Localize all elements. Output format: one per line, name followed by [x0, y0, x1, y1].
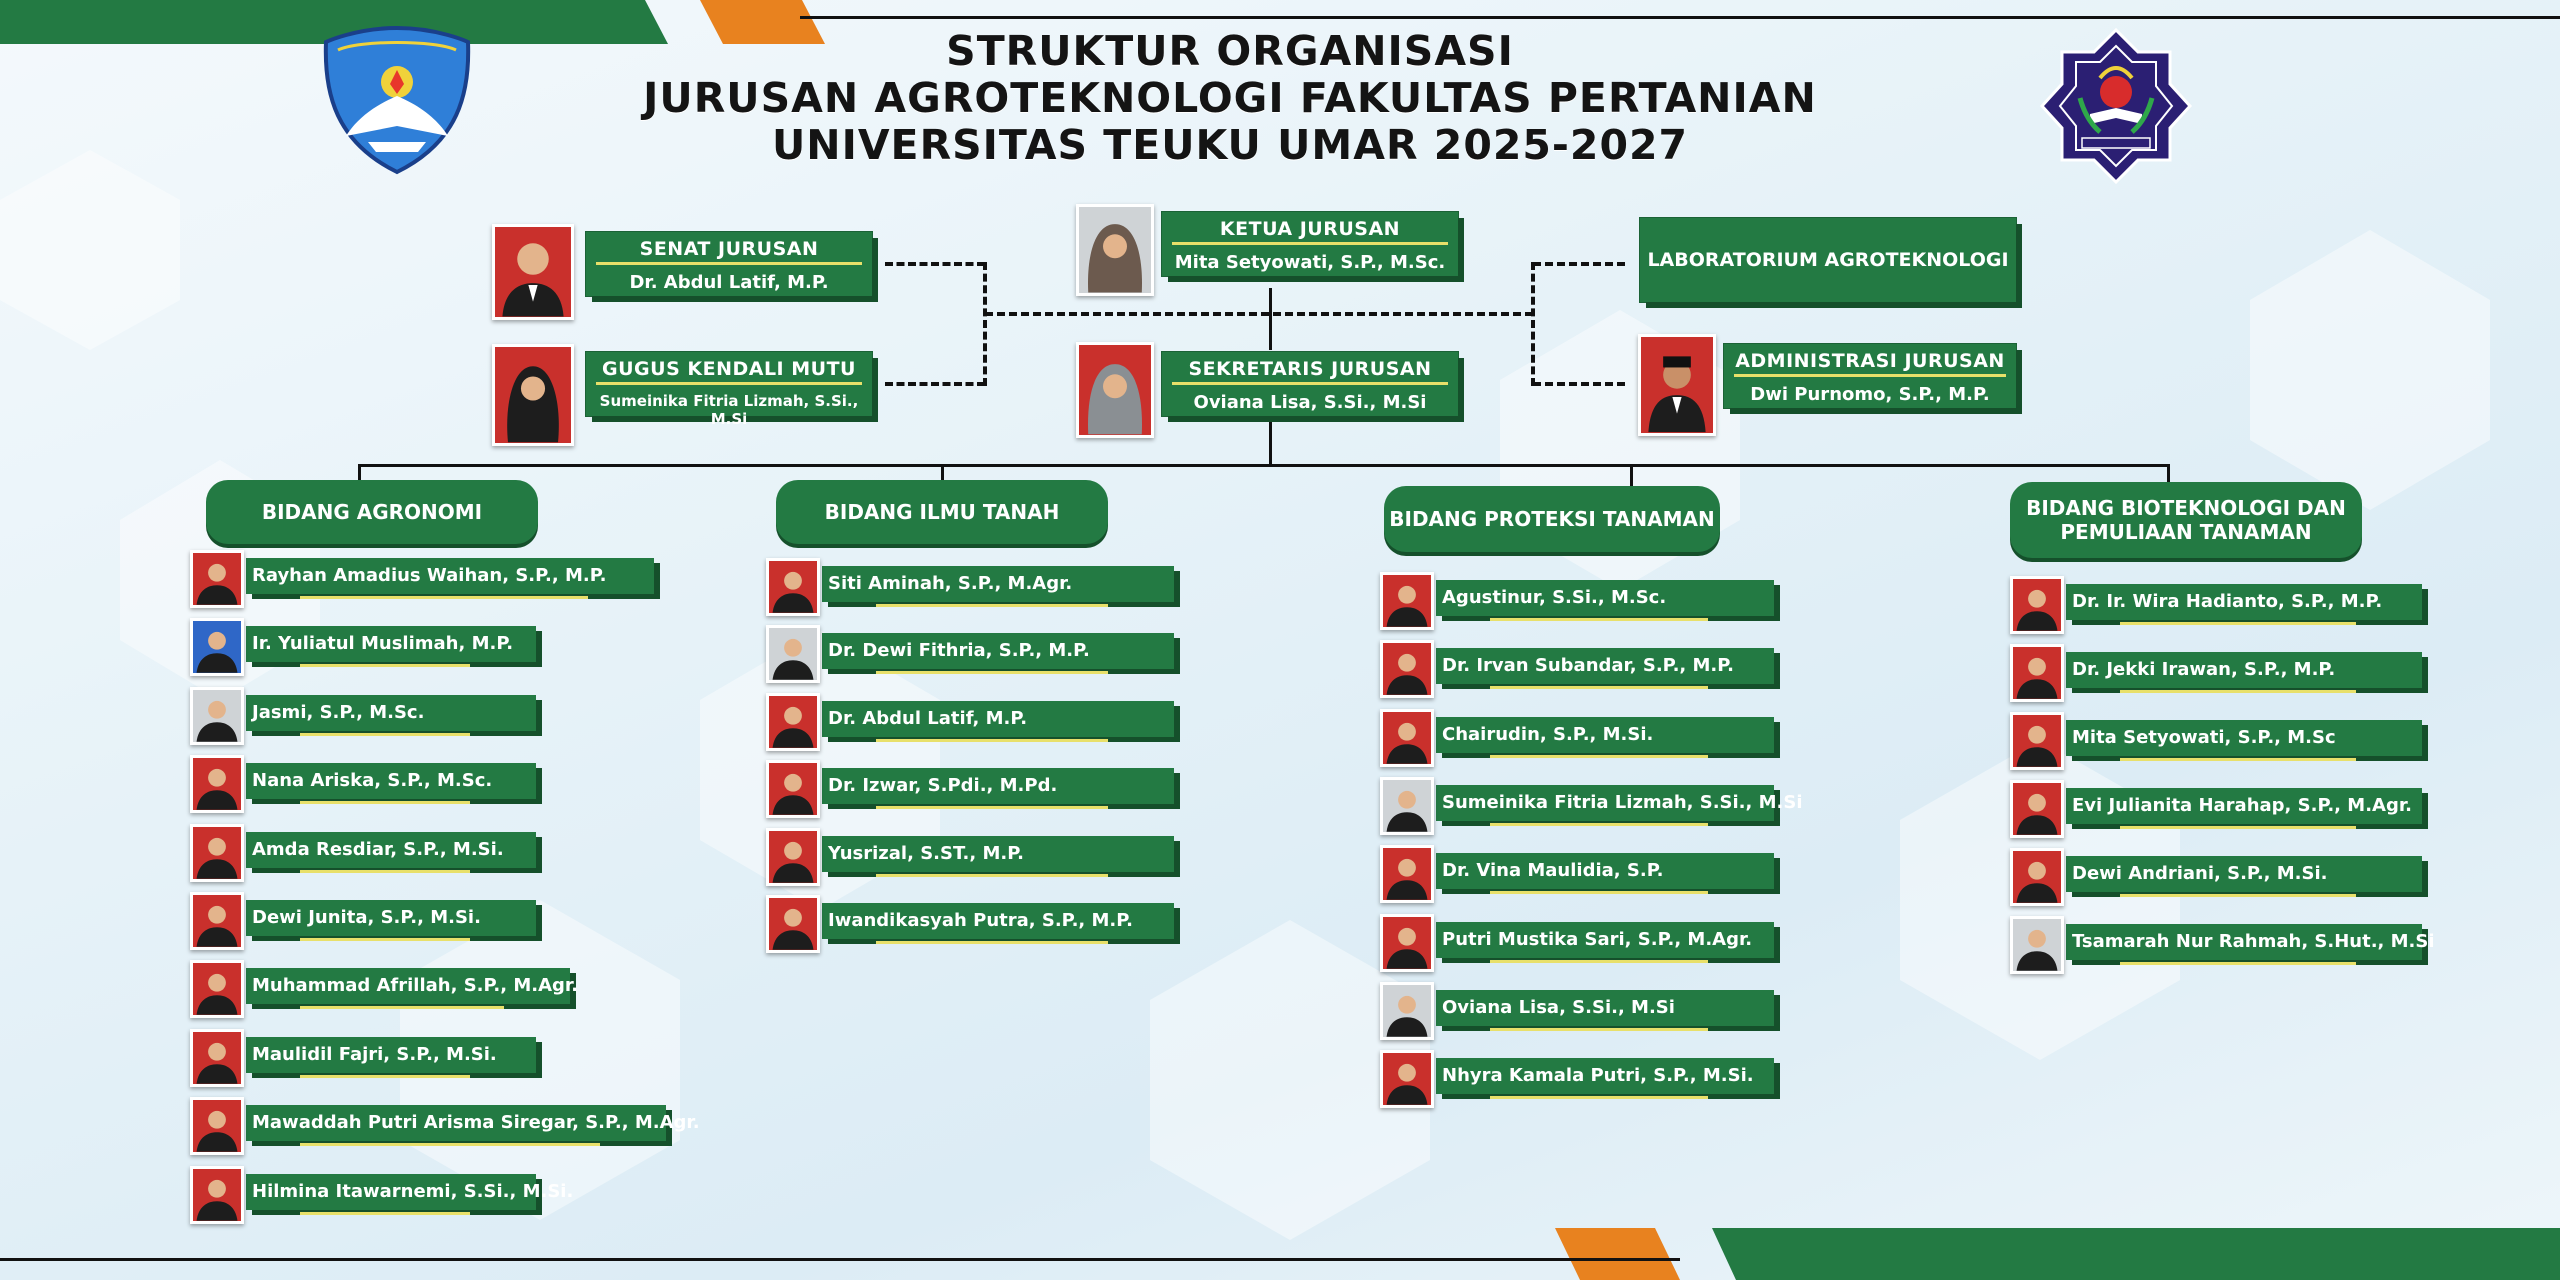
dashed-lab	[1533, 262, 1625, 266]
page-title	[600, 28, 1860, 169]
member-row	[766, 768, 1188, 812]
member-accent-line	[300, 1143, 600, 1146]
member-row	[1380, 990, 1788, 1034]
member-accent-line	[300, 801, 470, 804]
member-photo	[1380, 572, 1434, 630]
member-row	[2010, 652, 2436, 696]
member-row	[190, 900, 550, 944]
member-row	[190, 832, 550, 876]
member-accent-line	[300, 938, 470, 941]
top-line	[800, 16, 2560, 19]
member-photo	[1380, 914, 1434, 972]
member-name: Dr. Vina Maulidia, S.P.	[1436, 853, 1774, 889]
member-photo	[1380, 640, 1434, 698]
member-accent-line	[876, 604, 1108, 607]
member-name: Iwandikasyah Putra, S.P., M.P.	[822, 903, 1174, 939]
member-name: Rayhan Amadius Waihan, S.P., M.P.	[246, 558, 654, 594]
member-photo	[766, 760, 820, 818]
member-name: Agustinur, S.Si., M.Sc.	[1436, 580, 1774, 616]
gkm-photo	[492, 344, 574, 446]
member-photo	[766, 625, 820, 683]
member-row	[766, 701, 1188, 745]
member-row	[766, 566, 1188, 610]
senat-role: SENAT JURUSAN	[639, 238, 819, 260]
member-photo	[1380, 1050, 1434, 1108]
member-row	[1380, 785, 1803, 829]
member-name: Jasmi, S.P., M.Sc.	[246, 695, 536, 731]
member-accent-line	[876, 739, 1108, 742]
member-photo	[766, 558, 820, 616]
sekretaris-photo	[1076, 342, 1154, 438]
ketua-role: KETUA JURUSAN	[1219, 218, 1401, 240]
member-name: Sumeinika Fitria Lizmah, S.Si., M.Si	[1436, 785, 1774, 821]
sekretaris-role: SEKRETARIS JURUSAN	[1188, 358, 1432, 380]
senat-photo	[492, 224, 574, 320]
member-row	[190, 1105, 700, 1149]
member-accent-line	[2120, 894, 2356, 897]
dashed-right-vertical	[1531, 262, 1535, 386]
dashed-senat	[885, 262, 985, 266]
member-photo	[2010, 916, 2064, 974]
member-name: Ir. Yuliatul Muslimah, M.P.	[246, 626, 536, 662]
senat-name: Dr. Abdul Latif, M.P.	[629, 272, 829, 293]
member-photo	[190, 550, 244, 608]
member-name: Nhyra Kamala Putri, S.P., M.Si.	[1436, 1058, 1774, 1094]
admin-photo	[1638, 334, 1716, 436]
member-accent-line	[300, 596, 588, 599]
connector-proteksi	[1630, 464, 1633, 486]
member-photo	[190, 1029, 244, 1087]
member-accent-line	[876, 874, 1108, 877]
member-accent-line	[1490, 960, 1708, 963]
member-row	[2010, 720, 2436, 764]
member-row	[2010, 856, 2436, 900]
member-photo	[2010, 780, 2064, 838]
title-line-3: UNIVERSITAS TEUKU UMAR 2025-2027	[771, 121, 1689, 169]
member-name: Dr. Abdul Latif, M.P.	[822, 701, 1174, 737]
member-row	[766, 903, 1188, 947]
member-row	[190, 695, 550, 739]
sekretaris-name: Oviana Lisa, S.Si., M.Si	[1193, 392, 1427, 413]
member-photo	[1380, 777, 1434, 835]
member-photo	[190, 618, 244, 676]
member-accent-line	[1490, 1028, 1708, 1031]
member-photo	[1380, 709, 1434, 767]
member-photo	[2010, 644, 2064, 702]
member-accent-line	[2120, 622, 2356, 625]
member-accent-line	[1490, 755, 1708, 758]
member-name: Tsamarah Nur Rahmah, S.Hut., M.Si	[2066, 924, 2422, 960]
member-photo	[2010, 576, 2064, 634]
bottom-right-green-stripe	[1712, 1228, 2560, 1280]
member-photo	[190, 687, 244, 745]
member-name: Siti Aminah, S.P., M.Agr.	[822, 566, 1174, 602]
member-accent-line	[876, 941, 1108, 944]
gkm-role: GUGUS KENDALI MUTU	[602, 358, 856, 380]
member-accent-line	[1490, 618, 1708, 621]
member-name: Evi Julianita Harahap, S.P., M.Agr.	[2066, 788, 2422, 824]
member-name: Dewi Junita, S.P., M.Si.	[246, 900, 536, 936]
ketua-photo	[1076, 204, 1154, 296]
connector-bioteknologi	[2167, 464, 2170, 482]
member-row	[1380, 717, 1788, 761]
division-proteksi-header: BIDANG PROTEKSI TANAMAN	[1384, 486, 1720, 552]
member-photo	[766, 895, 820, 953]
division-ilmu-tanah-header: BIDANG ILMU TANAH	[776, 480, 1108, 544]
member-name: Dr. Irvan Subandar, S.P., M.P.	[1436, 648, 1774, 684]
member-row	[1380, 1058, 1788, 1102]
member-photo	[766, 828, 820, 886]
member-row	[190, 558, 668, 602]
division-agronomi-header: BIDANG AGRONOMI	[206, 480, 538, 544]
dashed-admin	[1533, 382, 1625, 386]
member-row	[2010, 924, 2436, 968]
connector-sekretaris-down	[1269, 420, 1272, 466]
universitas-teuku-umar-logo	[2040, 28, 2192, 184]
member-accent-line	[300, 664, 470, 667]
gkm-name: Sumeinika Fitria Lizmah, S.Si., M.Si	[599, 392, 859, 428]
member-name: Yusrizal, S.ST., M.P.	[822, 836, 1174, 872]
title-line-2: JURUSAN AGROTEKNOLOGI FAKULTAS PERTANIAN	[643, 74, 1817, 122]
member-name: Hilmina Itawarnemi, S.Si., M.Si.	[246, 1174, 536, 1210]
member-accent-line	[300, 733, 470, 736]
member-name: Dr. Izwar, S.Pdi., M.Pd.	[822, 768, 1174, 804]
member-row	[1380, 648, 1788, 692]
member-photo	[1380, 982, 1434, 1040]
tut-wuri-handayani-logo	[318, 24, 476, 176]
member-row	[190, 968, 584, 1012]
member-accent-line	[876, 671, 1108, 674]
member-accent-line	[300, 1075, 470, 1078]
member-photo	[190, 892, 244, 950]
member-row	[766, 633, 1188, 677]
dashed-gkm	[885, 382, 985, 386]
member-row	[766, 836, 1188, 880]
member-accent-line	[300, 1212, 470, 1215]
connector-ketua-down	[1269, 288, 1272, 350]
member-accent-line	[1490, 823, 1708, 826]
member-photo	[766, 693, 820, 751]
title-line-1: STRUKTUR ORGANISASI	[946, 27, 1514, 75]
ketua-name: Mita Setyowati, S.P., M.Sc.	[1174, 252, 1446, 273]
member-row	[1380, 922, 1788, 966]
member-name: Oviana Lisa, S.Si., M.Si	[1436, 990, 1774, 1026]
member-accent-line	[2120, 690, 2356, 693]
member-row	[190, 1037, 550, 1081]
member-photo	[2010, 848, 2064, 906]
member-photo	[1380, 845, 1434, 903]
senat-box	[586, 232, 872, 296]
member-name: Putri Mustika Sari, S.P., M.Agr.	[1436, 922, 1774, 958]
member-photo	[190, 1097, 244, 1155]
gkm-box	[586, 352, 872, 428]
member-photo	[190, 755, 244, 813]
member-photo	[190, 1166, 244, 1224]
member-name: Nana Ariska, S.P., M.Sc.	[246, 763, 536, 799]
member-name: Dr. Dewi Fithria, S.P., M.P.	[822, 633, 1174, 669]
division-bioteknologi-header: BIDANG BIOTEKNOLOGI DAN PEMULIAAN TANAMAN	[2010, 482, 2362, 558]
member-name: Amda Resdiar, S.P., M.Si.	[246, 832, 536, 868]
member-row	[190, 763, 550, 807]
member-name: Dr. Jekki Irawan, S.P., M.P.	[2066, 652, 2422, 688]
member-name: Chairudin, S.P., M.Si.	[1436, 717, 1774, 753]
member-accent-line	[1490, 1096, 1708, 1099]
member-row	[190, 626, 550, 670]
member-accent-line	[2120, 826, 2356, 829]
admin-role: ADMINISTRASI JURUSAN	[1735, 350, 2005, 372]
dashed-left-vertical	[983, 262, 987, 386]
member-accent-line	[300, 870, 470, 873]
member-row	[1380, 853, 1788, 897]
member-accent-line	[2120, 758, 2356, 761]
sekretaris-box	[1162, 352, 1458, 416]
member-name: Mawaddah Putri Arisma Siregar, S.P., M.Agr.	[246, 1105, 666, 1141]
member-row	[2010, 788, 2436, 832]
member-accent-line	[1490, 891, 1708, 894]
member-name: Mita Setyowati, S.P., M.Sc	[2066, 720, 2422, 756]
member-photo	[190, 960, 244, 1018]
bottom-line	[0, 1258, 1680, 1261]
member-accent-line	[300, 1006, 504, 1009]
member-name: Maulidil Fajri, S.P., M.Si.	[246, 1037, 536, 1073]
dashed-main	[985, 312, 1533, 316]
connector-main-horizontal	[358, 464, 2170, 467]
member-row	[190, 1174, 574, 1218]
member-accent-line	[1490, 686, 1708, 689]
lab-box	[1640, 218, 2016, 302]
member-name: Muhammad Afrillah, S.P., M.Agr.	[246, 968, 570, 1004]
member-row	[1380, 580, 1788, 624]
member-photo	[2010, 712, 2064, 770]
admin-box	[1724, 344, 2016, 408]
member-row	[2010, 584, 2436, 628]
member-accent-line	[2120, 962, 2356, 965]
member-name: Dr. Ir. Wira Hadianto, S.P., M.P.	[2066, 584, 2422, 620]
member-photo	[190, 824, 244, 882]
ketua-box	[1162, 212, 1458, 276]
admin-name: Dwi Purnomo, S.P., M.P.	[1750, 384, 1990, 405]
member-accent-line	[876, 806, 1108, 809]
lab-role: LABORATORIUM AGROTEKNOLOGI	[1647, 249, 2009, 271]
member-name: Dewi Andriani, S.P., M.Si.	[2066, 856, 2422, 892]
